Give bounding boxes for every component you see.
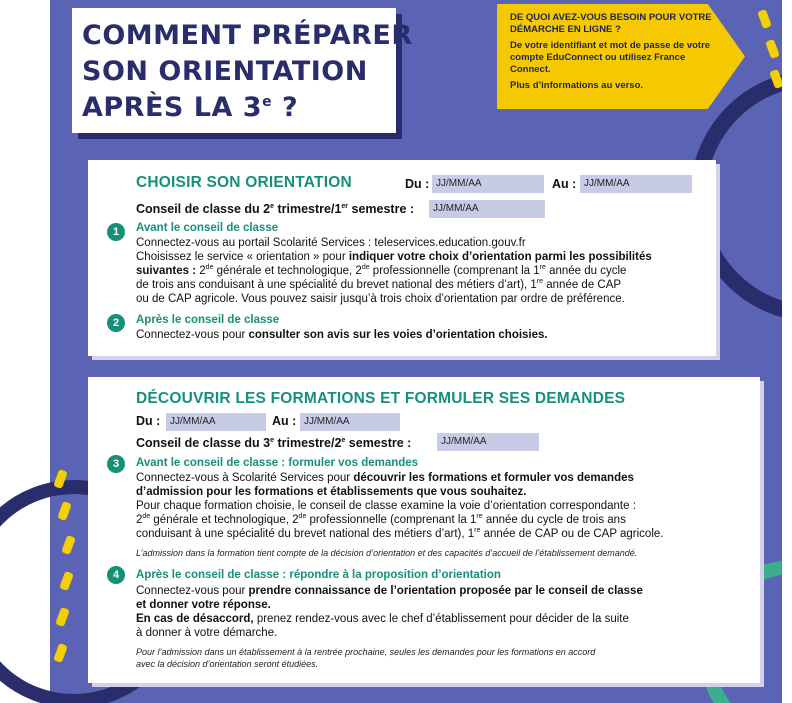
step-3-note: L’admission dans la formation tient compte de la décision d’orientation et des capacités d’accueil de l’établissement demandé. [136, 548, 638, 558]
info-box-body: De votre identifiant et mot de passe de votre compte EduConnect ou utilisez France Connect. [510, 40, 711, 75]
au-label: Au : [552, 177, 577, 191]
conseil-label: Conseil de classe du 2e trimestre/1er semestre : [136, 202, 415, 216]
au-label-2: Au : [272, 414, 297, 428]
du-label-2: Du : [136, 414, 161, 428]
conseil-date-field-2[interactable]: JJ/MM/AA [437, 433, 539, 451]
title-line-3: APRÈS LA 3e ? [82, 92, 299, 123]
info-box-more: Plus d’informations au verso. [510, 80, 644, 91]
step-number-2: 2 [107, 314, 125, 332]
section-2-title: DÉCOUVRIR LES FORMATIONS ET FORMULER SES DEMANDES [136, 390, 626, 407]
step-4-title: Après le conseil de classe : répondre à la proposition d’orientation [136, 569, 501, 581]
page-edge [782, 0, 792, 703]
info-box-text [510, 12, 720, 96]
section-1-title: CHOISIR SON ORIENTATION [136, 174, 352, 191]
page-title [82, 18, 413, 126]
du-date-field-2[interactable]: JJ/MM/AA [166, 413, 266, 431]
step-2-text: Connectez-vous pour consulter son avis sur les voies d’orientation choisies. [136, 329, 548, 341]
au-date-field-2[interactable]: JJ/MM/AA [300, 413, 400, 431]
conseil-label-2: Conseil de classe du 3e trimestre/2e semestre : [136, 436, 412, 450]
conseil-date-field[interactable]: JJ/MM/AA [429, 200, 545, 218]
step-3-title: Avant le conseil de classe : formuler vos demandes [136, 457, 419, 469]
step-number-3: 3 [107, 455, 125, 473]
au-date-field[interactable]: JJ/MM/AA [580, 175, 692, 193]
step-4-note: Pour l’admission dans un établissement à la rentrée prochaine, seules les demandes pour les formations en accord avec la décision d’orientation seront étudiées. [136, 647, 596, 669]
step-3-text: Connectez-vous à Scolarité Services pour découvrir les formations et formuler vos demandes d’admission pour les formations et établissements que vous souhaitez. Pour chaque formation choisie, le conseil de classe examine la voie d’orientation correspondante : 2de générale et technologique, 2de professionnelle (comprenant la 1re année du cycle de trois ans conduisant à une spécialité du brevet national des métiers d’art), 1re année de CAP ou de CAP agricole. [136, 472, 664, 540]
title-line-1: COMMENT PRÉPARER [82, 20, 413, 51]
du-date-field[interactable]: JJ/MM/AA [432, 175, 544, 193]
title-line-2: SON ORIENTATION [82, 56, 368, 87]
info-box-heading: DE QUOI AVEZ-VOUS BESOIN POUR VOTRE DÉMARCHE EN LIGNE ? [510, 12, 712, 35]
step-number-4: 4 [107, 566, 125, 584]
step-number-1: 1 [107, 223, 125, 241]
step-2-title: Après le conseil de classe [136, 314, 280, 326]
du-label: Du : [405, 177, 430, 191]
step-1-title: Avant le conseil de classe [136, 222, 279, 234]
step-4-text: Connectez-vous pour prendre connaissance de l’orientation proposée par le conseil de classe et donner votre réponse. En cas de désaccord, prenez rendez-vous avec le chef d’établissement pour décider de la suite à donner à votre démarche. [136, 585, 643, 639]
step-1-text: Connectez-vous au portail Scolarité Services : teleservices.education.gouv.fr Choisissez le service « orientation » pour indiquer votre choix d’orientation parmi les possibilités suivantes : 2de générale et technologique, 2de professionnelle (comprenant la 1re année du cycle de trois ans conduisant à une spécialité du brevet national des métiers d’art), 1re année de CAP ou de CAP agricole. Vous pouvez saisir jusqu’à trois choix d’orientation par ordre de préférence. [136, 237, 652, 305]
